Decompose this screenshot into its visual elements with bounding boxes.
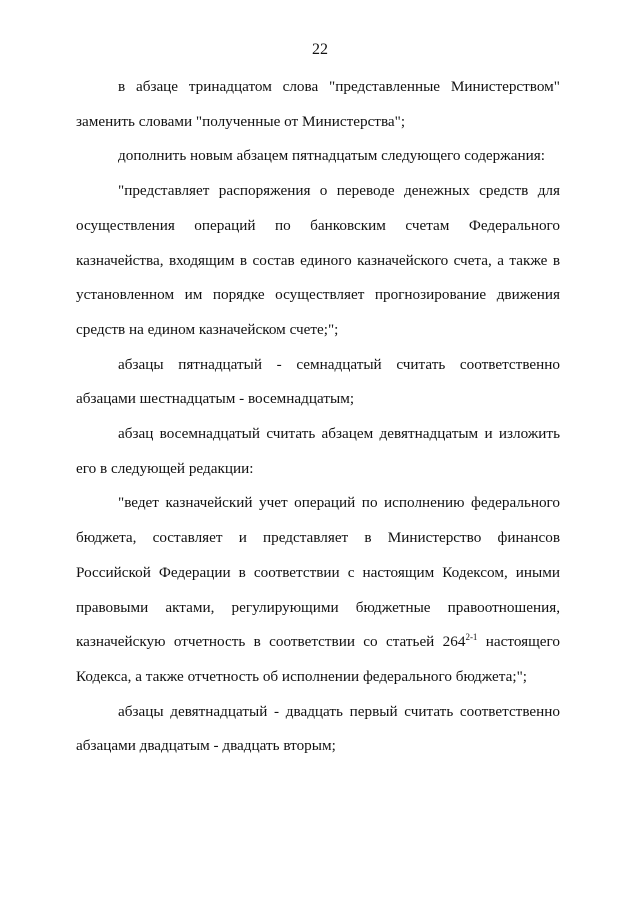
paragraph-3: "представляет распоряжения о переводе денежных средств для осуществления операций по банковским счетам Федерального казначейства, входящим в состав единого казначейского счета, а также в установленном им порядке осуществляет прогнозирование движения средств на едином казначейском счете;"; — [76, 182, 560, 338]
paragraph-6-text-after: настоящего Кодекса, а также отчетность об исполнении федерального бюджета;"; — [76, 633, 560, 685]
document-body — [76, 70, 560, 764]
page-number: 22 — [312, 41, 328, 58]
paragraph-5: абзац восемнадцатый считать абзацем девятнадцатым и изложить его в следующей редакции: — [76, 425, 560, 477]
article-superscript: 2-1 — [465, 632, 478, 643]
paragraph-6 — [76, 486, 560, 694]
paragraph-4: абзацы пятнадцатый - семнадцатый считать соответственно абзацами шестнадцатым - восемнадцатым; — [76, 355, 560, 408]
paragraph-7: абзацы девятнадцатый - двадцать первый считать соответственно абзацами двадцатым - двадцать вторым; — [76, 702, 560, 755]
paragraph-1: в абзаце тринадцатом слова "представленные Министерством" заменить словами "полученные от Министерства"; — [76, 78, 560, 130]
paragraph-6-text-before: "ведет казначейский учет операций по исполнению федерального бюджета, составляет и представляет в Министерство финансов Российской Федерации в соответствии с настоящим Кодексом, иными правовыми актами, регулирующими бюджетные правоотношения, казначейскую отчетность в соответствии со статьей 264 — [76, 494, 560, 651]
paragraph-2: дополнить новым абзацем пятнадцатым следующего содержания: — [118, 147, 545, 165]
